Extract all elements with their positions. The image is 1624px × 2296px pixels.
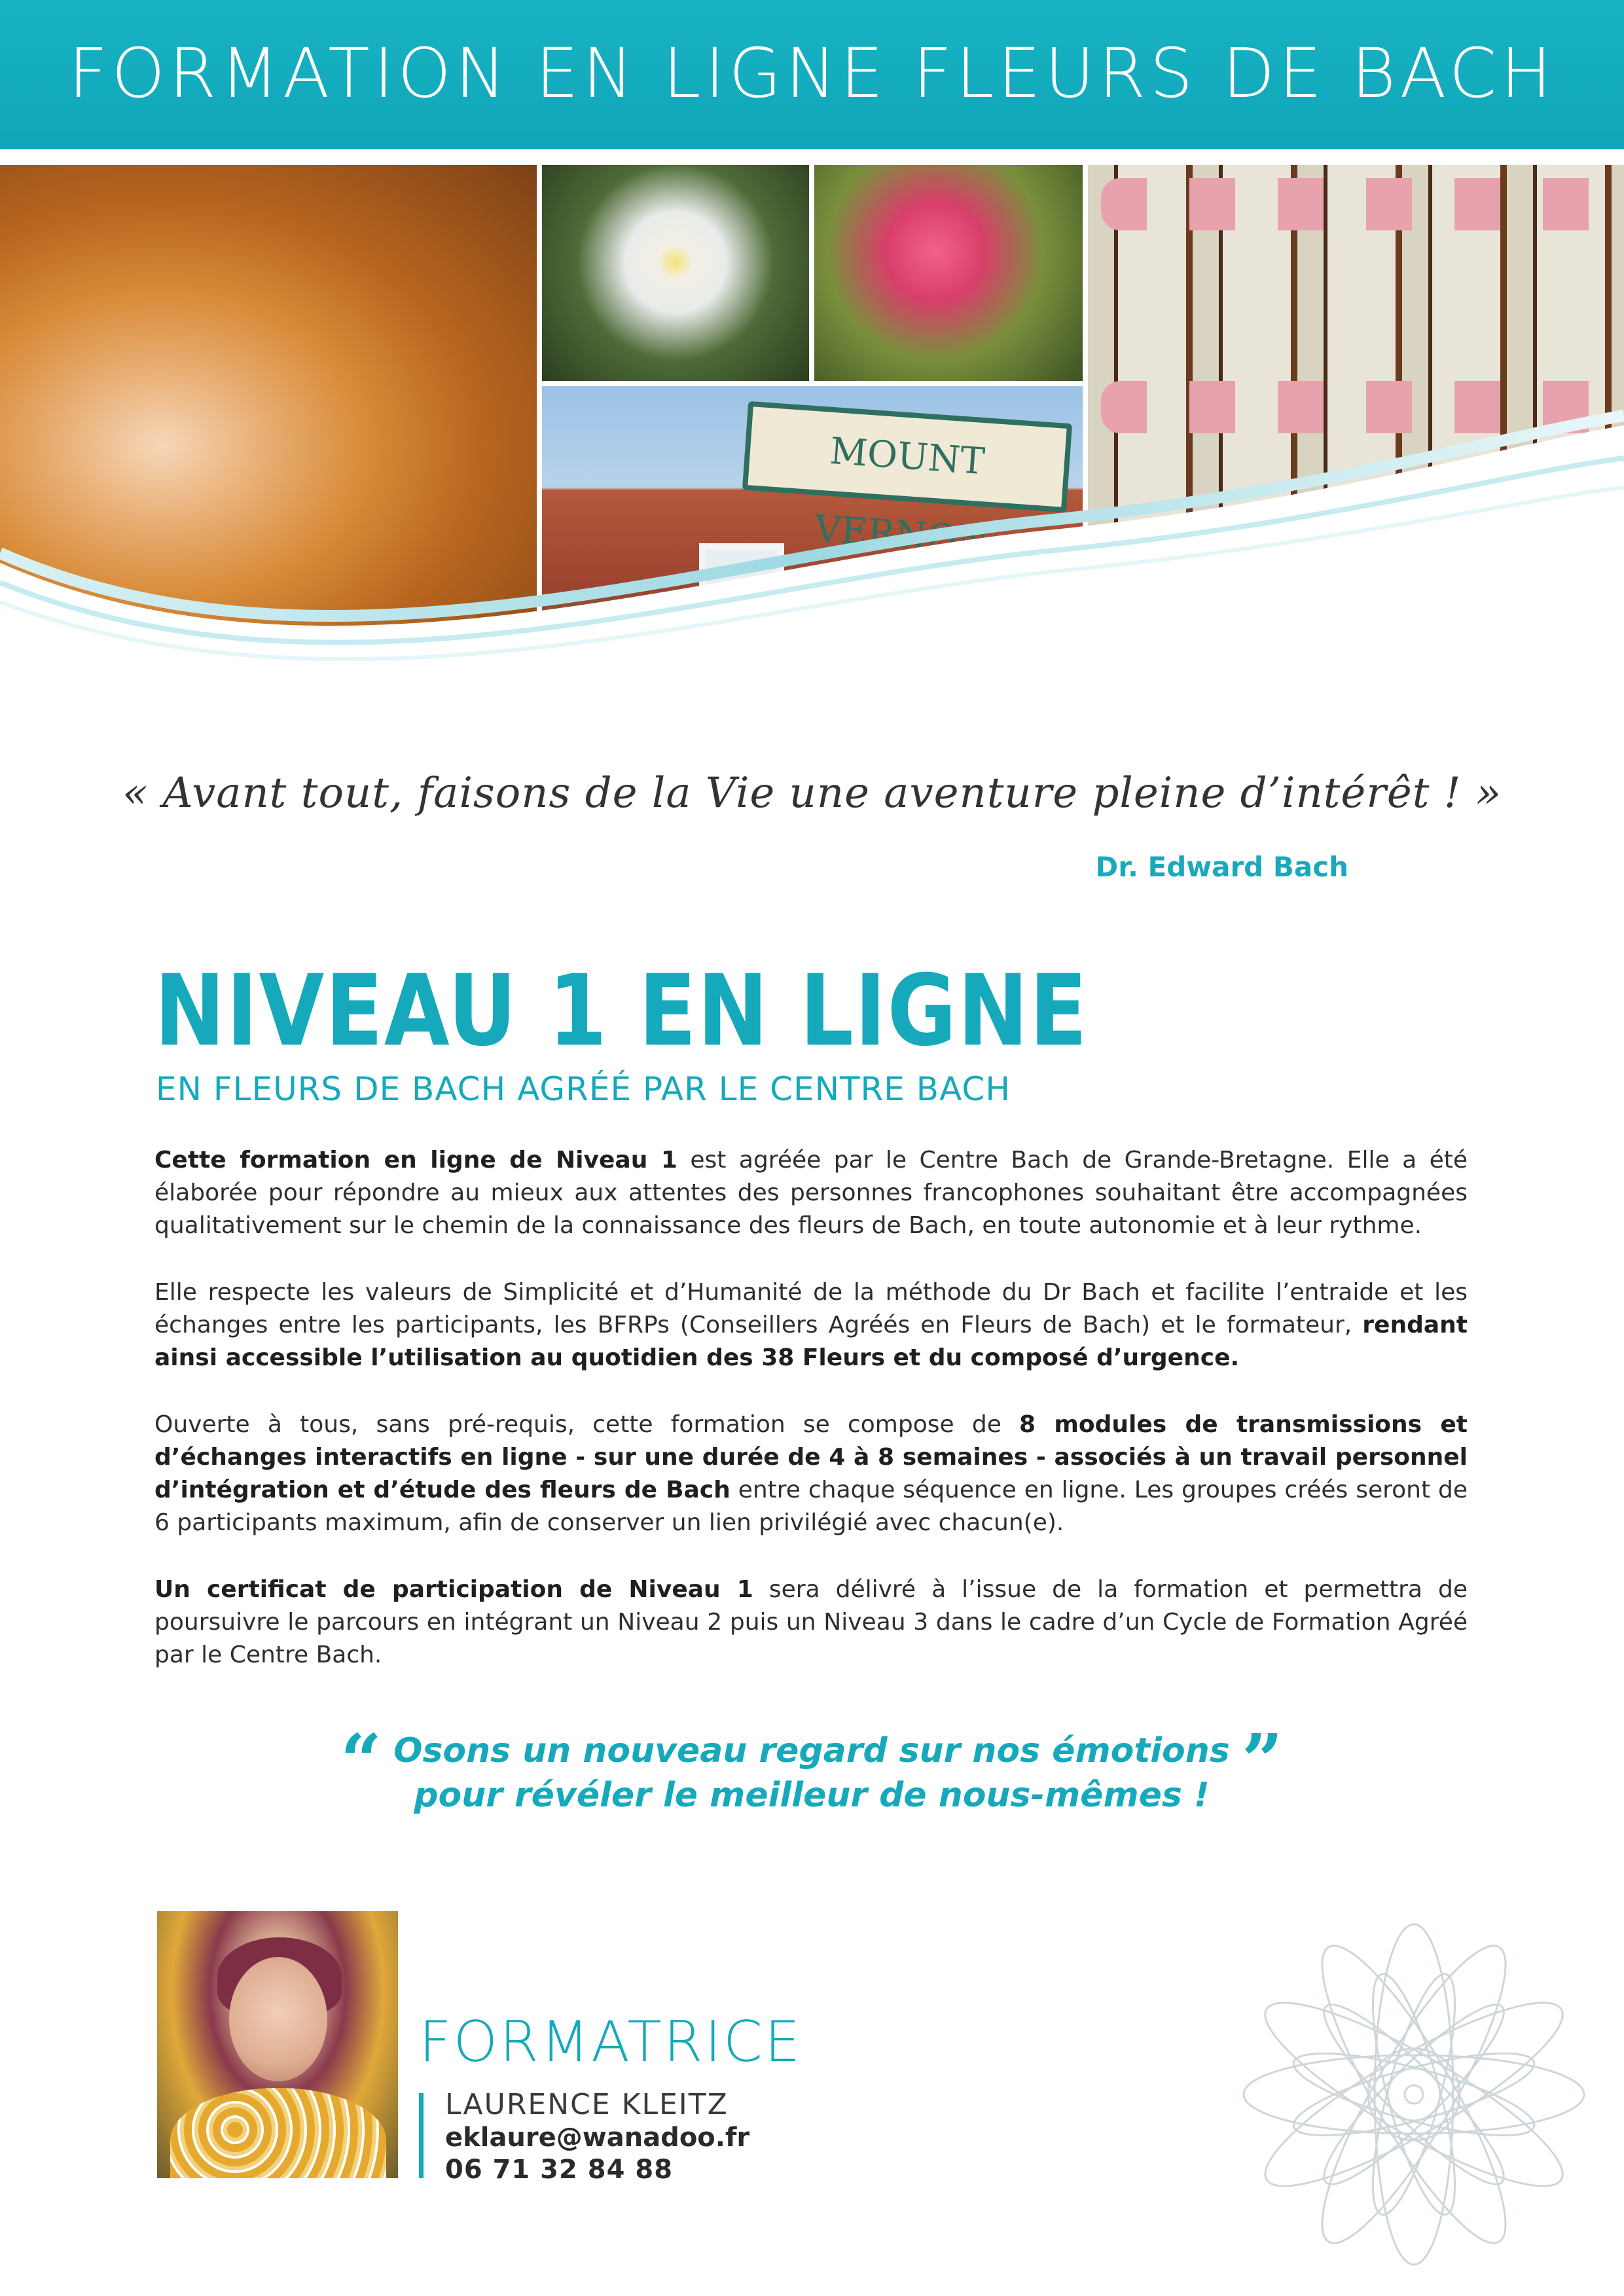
trainer-face [229, 1957, 327, 2081]
paragraph-intro-bold: Cette formation en ligne de Niveau 1 [154, 1147, 677, 1174]
paragraph-values-text: Elle respecte les valeurs de Simplicité et d’Humanité de la méthode du Dr Bach et facilite l’entraide et les échanges entre les participants, les BFRPs (Conseillers Agréés en Fleurs de Bach) et le formateur, [154, 1279, 1468, 1338]
flower-line-drawing-icon [1152, 1820, 1624, 2296]
slogan-line-2: pour révéler le meilleur de nous-mêmes ! [414, 1776, 1210, 1815]
body-text [154, 1144, 1468, 1706]
page-subtitle: EN FLEURS DE BACH AGRÉÉ PAR LE CENTRE BACH [156, 1070, 1011, 1108]
trainer-photo [157, 1911, 398, 2178]
trainer-blouse [170, 2088, 386, 2178]
close-quote-mark: ” [1241, 1718, 1283, 1803]
paragraph-certificate-bold: Un certificat de participation de Niveau 1 [154, 1576, 753, 1603]
trainer-accent-bar [419, 2093, 424, 2178]
paragraph-modules-start: Ouverte à tous, sans pré-requis, cette formation se compose de [154, 1411, 1020, 1438]
trainer-email[interactable]: eklaure@wanadoo.fr [445, 2123, 750, 2153]
photo-white-lily [542, 165, 809, 381]
slogan [340, 1718, 1283, 1829]
paragraph-modules-bold: 8 modules de transmissions et d’échanges interactifs en ligne - sur une durée de 4 à 8 semaines - associés à un travail personnel d’intégration et d’étude des fleurs de Bach [154, 1411, 1468, 1503]
bottle-caps-row [1101, 178, 1624, 230]
page-title: NIVEAU 1 EN LIGNE [154, 954, 1089, 1068]
paragraph-certificate-text: sera délivré à l’issue de la formation et permettra de poursuivre le parcours en intégrant un Niveau 2 puis un Niveau 3 dans le cadre d’un Cycle de Formation Agréé par le Centre Bach. [154, 1576, 1468, 1668]
paragraph-modules-end: entre chaque séquence en ligne. Les groupes créés seront de 6 participants maximum, afin de conserver un lien privilégié avec chacun(e). [154, 1477, 1468, 1536]
trainer-name: LAURENCE KLEITZ [445, 2088, 729, 2121]
header-title: FORMATION EN LIGNE FLEURS DE BACH [68, 33, 1556, 113]
bach-quote: « Avant tout, faisons de la Vie une aventure pleine d’intérêt ! » [122, 769, 1502, 817]
paragraph-certificate [154, 1573, 1468, 1672]
open-quote-mark: “ [340, 1718, 382, 1803]
mount-vernon-sign: MOUNT VERNON [742, 401, 1072, 512]
paragraph-values-bold: rendant ainsi accessible l’utilisation au quotidien des 38 Fleurs et du composé d’urgence. [154, 1312, 1468, 1371]
trainer-heading: FORMATRICE [419, 2009, 803, 2075]
paragraph-intro-text: est agréée par le Centre Bach de Grande-Bretagne. Elle a été élaborée pour répondre au mieux aux attentes des personnes francophones souhaitant être accompagnées qualitativement sur le chemin de la connaissance des fleurs de Bach, en toute autonomie et à leur rythme. [154, 1147, 1468, 1239]
quote-author: Dr. Edward Bach [1095, 851, 1348, 883]
paragraph-intro [154, 1144, 1468, 1242]
paragraph-values [154, 1276, 1468, 1374]
paragraph-modules [154, 1408, 1468, 1539]
decorative-wave [0, 367, 1624, 707]
photo-pink-chestnut-flower [814, 165, 1083, 381]
trainer-phone[interactable]: 06 71 32 84 88 [445, 2155, 674, 2185]
slogan-line-1: Osons un nouveau regard sur nos émotions [393, 1731, 1230, 1770]
